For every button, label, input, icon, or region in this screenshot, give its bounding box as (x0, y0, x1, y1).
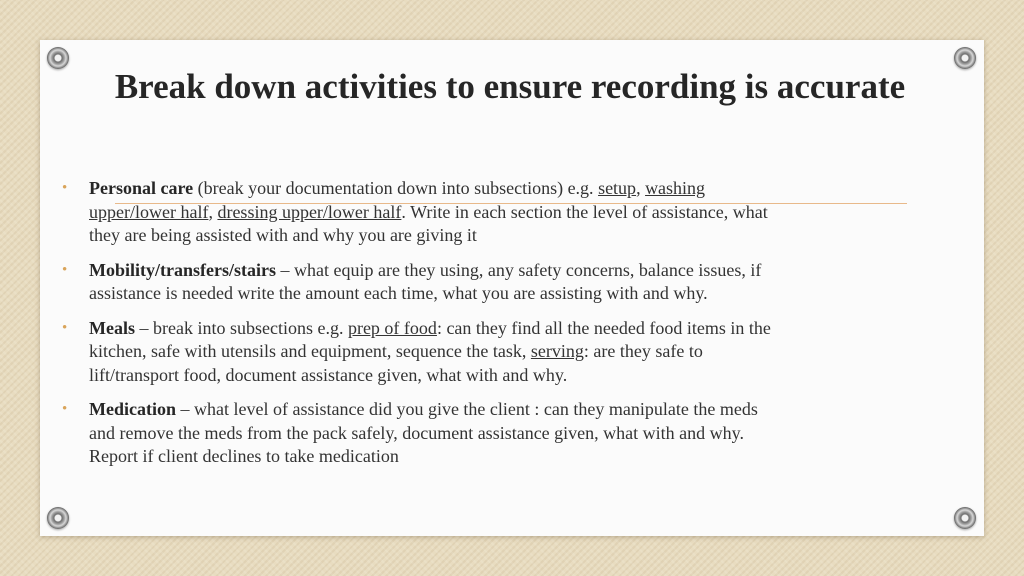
bullet-text: – what level of assistance did you give the client : can they manipulate the meds and remove the meds from the pack safely, document assistance given, what with and why. Report if client declines to take medication (89, 399, 758, 466)
bullet-heading: Meals (89, 317, 135, 338)
bullet-text: . Write in each section the level of assistance, what they are being assisted with and why you are giving it (89, 201, 768, 245)
slide-title: Break down activities to ensure recording is accurate (114, 67, 906, 106)
bullet-heading: Personal care (89, 178, 194, 198)
bullet-icon: • (62, 401, 68, 417)
bullet-text: , (208, 201, 218, 222)
bullet-meals (62, 317, 782, 388)
bullet-medication (62, 398, 782, 469)
thumbtack-icon (954, 507, 976, 529)
bullet-icon: • (62, 261, 68, 278)
bullet-text: – break into subsections e.g. (134, 317, 348, 338)
bullet-text: – what equip are they using, any safety concerns, balance issues, if assistance is needed write the amount each time, what you are assisting with and why. (89, 259, 762, 303)
bullet-heading: Medication (89, 399, 176, 419)
thumbtack-icon (47, 507, 69, 529)
subsection-link-dressing: dressing upper/lower half (217, 201, 402, 222)
bullet-text: : are they safe to lift/transport food, document assistance given, what with and why. (89, 341, 703, 385)
bullet-text: , (636, 178, 646, 198)
bullet-heading: Mobility/transfers/stairs (89, 259, 276, 280)
bullet-icon: • (62, 180, 68, 196)
subsection-link-serving: serving (530, 341, 584, 361)
bullet-personal-care (62, 177, 782, 248)
subsection-link-washing: washing upper/lower half (89, 178, 706, 222)
bullet-text: (break your documentation down into subsections) e.g. (193, 178, 599, 198)
bullet-mobility (62, 259, 782, 306)
bullet-text: : can they find all the needed food items in the kitchen, safe with utensils and equipment, sequence the task, (89, 317, 771, 361)
bullet-list (62, 177, 782, 480)
bullet-icon: • (62, 319, 68, 336)
subsection-link-prep-of-food: prep of food (347, 317, 437, 338)
subsection-link-setup: setup (598, 178, 637, 198)
